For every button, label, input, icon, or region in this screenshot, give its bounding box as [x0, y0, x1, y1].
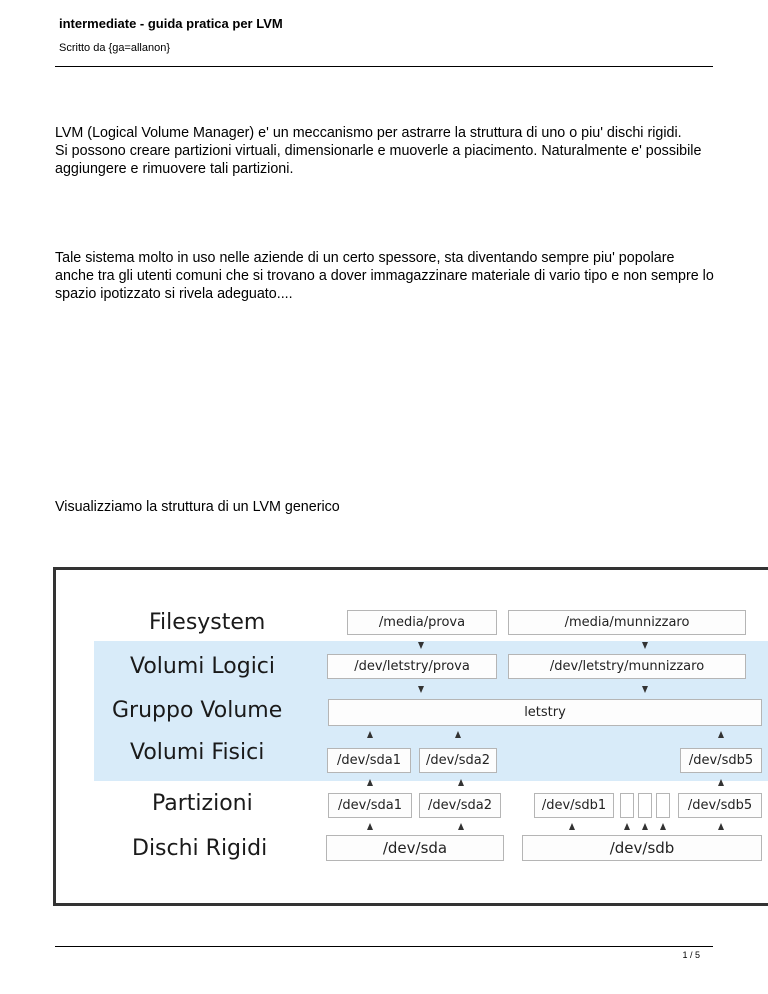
fs-box-prova: /media/prova [347, 610, 497, 635]
part-box-empty-1 [620, 793, 634, 818]
label-filesystem: Filesystem [149, 610, 266, 635]
lv-box-prova: /dev/letstry/prova [327, 654, 497, 679]
label-partizioni: Partizioni [152, 791, 253, 816]
arrow-up-icon [642, 823, 648, 830]
arrow-up-icon [718, 823, 724, 830]
label-volumi-fisici: Volumi Fisici [130, 740, 265, 765]
lvm-diagram-canvas [56, 570, 768, 903]
part-box-sda2: /dev/sda2 [419, 793, 501, 818]
arrow-up-icon [455, 731, 461, 738]
label-gruppo-volume: Gruppo Volume [112, 698, 283, 723]
arrow-up-icon [458, 779, 464, 786]
pv-box-sda1: /dev/sda1 [327, 748, 411, 773]
disk-box-sdb: /dev/sdb [522, 835, 762, 861]
part-box-sdb1: /dev/sdb1 [534, 793, 614, 818]
lv-box-munnizzaro: /dev/letstry/munnizzaro [508, 654, 746, 679]
arrow-down-icon [418, 686, 424, 693]
part-box-empty-3 [656, 793, 670, 818]
arrow-up-icon [367, 823, 373, 830]
arrow-down-icon [418, 642, 424, 649]
arrow-up-icon [660, 823, 666, 830]
fs-box-munnizzaro: /media/munnizzaro [508, 610, 746, 635]
document-author: Scritto da {ga=allanon} [59, 42, 171, 54]
diagram-intro [55, 498, 715, 516]
document-title: intermediate - guida pratica per LVM [59, 16, 283, 31]
arrow-up-icon [458, 823, 464, 830]
part-box-empty-2 [638, 793, 652, 818]
arrow-up-icon [367, 731, 373, 738]
page-number: 1 / 5 [682, 950, 700, 960]
arrow-up-icon [718, 731, 724, 738]
label-volumi-logici: Volumi Logici [130, 654, 276, 679]
disk-box-sda: /dev/sda [326, 835, 504, 861]
part-box-sda1: /dev/sda1 [328, 793, 412, 818]
arrow-up-icon [624, 823, 630, 830]
footer-divider [55, 946, 713, 947]
intro-line-2: Si possono creare partizioni virtuali, dimensionarle e muoverle a piacimento. Naturalmente e' possibile aggiungere e rimuovere tali partizioni. [55, 143, 702, 177]
arrow-up-icon [718, 779, 724, 786]
pv-box-sdb5: /dev/sdb5 [680, 748, 762, 773]
label-dischi-rigidi: Dischi Rigidi [132, 836, 268, 861]
second-paragraph [55, 249, 715, 303]
pv-box-sda2: /dev/sda2 [419, 748, 497, 773]
lvm-diagram [53, 567, 768, 906]
page-header [55, 0, 713, 67]
intro-line-1: LVM (Logical Volume Manager) e' un meccanismo per astrarre la struttura di uno o piu' dischi rigidi. [55, 125, 682, 141]
arrow-down-icon [642, 686, 648, 693]
arrow-up-icon [367, 779, 373, 786]
arrow-up-icon [569, 823, 575, 830]
arrow-down-icon [642, 642, 648, 649]
intro-paragraph [55, 124, 715, 178]
diagram-intro-text: Visualizziamo la struttura di un LVM generico [55, 499, 340, 515]
vg-box-letstry: letstry [328, 699, 762, 726]
part-box-sdb5: /dev/sdb5 [678, 793, 762, 818]
second-paragraph-text: Tale sistema molto in uso nelle aziende di un certo spessore, sta diventando sempre piu' popolare anche tra gli utenti comuni che si trovano a dover immagazzinare materiale di vario tipo e non sempre lo spazio ipotizzato si rivela adeguato.... [55, 250, 714, 302]
